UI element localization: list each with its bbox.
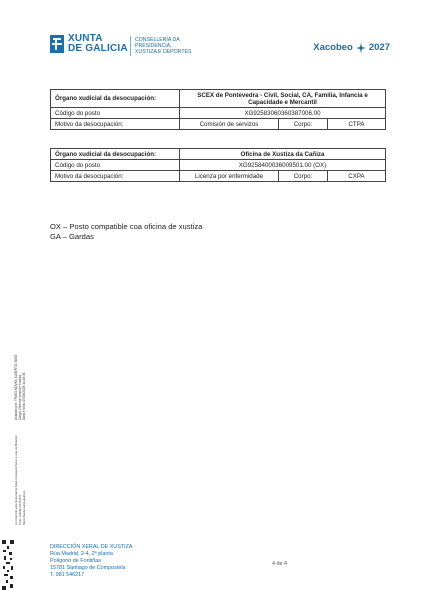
organ-value: Oficina de Xustiza da Cañiza [180, 149, 386, 160]
table-row [51, 149, 386, 160]
footer-city: 15781 Santiago de Compostela [50, 565, 126, 571]
verification-code: CVE: H4ODLCF7H4-5 [18, 494, 22, 525]
legend-line-ga: GA – Gardas [50, 232, 94, 241]
qr-code-icon [2, 540, 14, 590]
vacancy-table-1 [50, 89, 386, 130]
legend [50, 222, 202, 242]
organ-value: SCEX de Pontevedra - Civil, Social, CA, Familia, Infancia e Capacidade e Mercantil [180, 90, 386, 108]
footer-area: Polígono de Fontiñas [50, 558, 101, 564]
xacobeo-word: Xacobeo [313, 42, 353, 53]
conselleria-name [135, 37, 191, 55]
reason-label: Motivo da desocupación: [51, 171, 180, 182]
reason-value: Licenza por enfermidade [180, 171, 279, 182]
organ-label: Órgano xudicial da desocupación: [51, 90, 180, 108]
footer-street: Rúa Madrid, 2-4, 2ª planta [50, 551, 113, 557]
page-number: 4 de 4 [272, 561, 287, 567]
verification-note: Ao imprimir este documento faise necesario facer a súa verificación [14, 435, 18, 525]
table-row [51, 90, 386, 108]
xacobeo-logo [313, 42, 390, 53]
conselleria-line2: PRESIDENCIA, [135, 43, 172, 49]
code-label: Código do posto [51, 160, 180, 171]
table-row [51, 171, 386, 182]
verification-block [14, 435, 26, 525]
corps-label: Corpo: [279, 171, 328, 182]
corps-value: CTPA [328, 119, 386, 130]
xunta-name-line2: DE GALICIA [68, 43, 128, 54]
page-header [50, 34, 390, 60]
code-label: Código do posto [51, 108, 180, 119]
footer-address [50, 544, 132, 579]
corps-value: CXPA [328, 171, 386, 182]
signature-date: Data e hora: 09/03/2026 14:45:31 [22, 372, 26, 420]
xunta-logo [50, 34, 128, 54]
conselleria-line3: XUSTIZA E DEPORTES [135, 49, 192, 55]
reason-value: Comisión de servizos [180, 119, 279, 130]
legend-line-ox: OX – Posto compatible coa oficina de xustiza [50, 222, 203, 231]
header-divider [130, 36, 131, 56]
table-row [51, 108, 386, 119]
footer-phone: T. 981 546217 [50, 572, 85, 578]
xacobeo-year: 2027 [368, 42, 390, 53]
footer-org: DIRECCIÓN XERAL DE XUSTIZA [50, 544, 133, 550]
signature-block [14, 300, 26, 420]
xacobeo-star-icon [356, 43, 366, 53]
corps-label: Corpo: [279, 119, 328, 130]
vacancy-table-2 [50, 148, 386, 182]
xunta-name-line1: XUNTA [68, 33, 103, 44]
signer-role: Cargo: Director xeral de Xustiza [18, 374, 22, 420]
reason-label: Motivo da desocupación: [51, 119, 180, 130]
conselleria-line1: CONSELLERÍA DA [135, 37, 180, 43]
code-value: XG925830603603870​06.00 [180, 108, 386, 119]
organ-label: Órgano xudicial da desocupación: [51, 149, 180, 160]
code-value: XG925840003600950​1.00 (OX) [180, 160, 386, 171]
verification-url[interactable]: https://sede.xunta.gal/cve [22, 490, 26, 525]
table-row [51, 160, 386, 171]
signed-by: Asinado por: TRIGO NOVIO, ALBERTO JOSÉ [14, 354, 18, 420]
xunta-emblem-icon [50, 35, 64, 53]
table-row [51, 119, 386, 130]
